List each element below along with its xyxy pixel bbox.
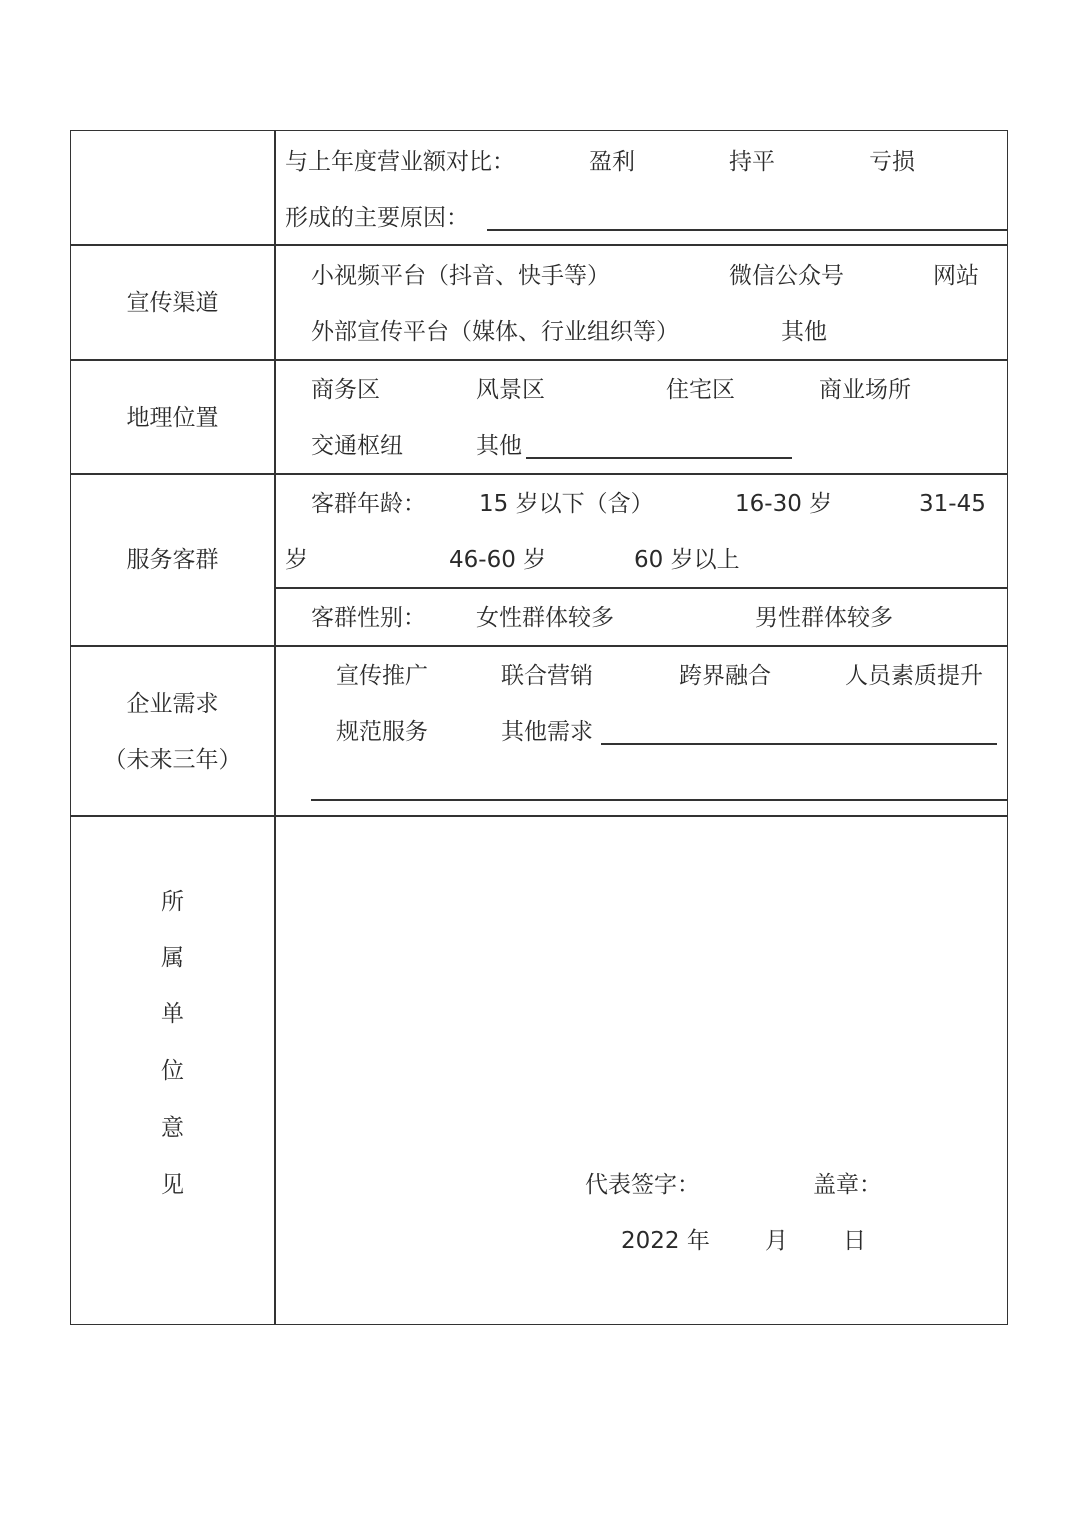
age-option-31-45-suffix: 岁 <box>285 547 308 573</box>
unit-opinion-char-6: 见 <box>161 1172 184 1198</box>
date-day: 日 <box>843 1228 866 1254</box>
option-external-platform[interactable]: 外部宣传平台（媒体、行业组织等） <box>311 319 679 345</box>
option-business-district[interactable]: 商务区 <box>311 377 380 403</box>
row4-inner-divider <box>274 587 1007 589</box>
gender-option-female[interactable]: 女性群体较多 <box>476 605 614 631</box>
age-option-31-45[interactable]: 31-45 <box>919 491 986 517</box>
enterprise-needs-label: 企业需求 <box>126 691 219 717</box>
need-option-joint-marketing[interactable]: 联合营销 <box>501 663 593 689</box>
customer-group-label: 服务客群 <box>126 547 219 573</box>
need-option-standard-service[interactable]: 规范服务 <box>336 719 428 745</box>
need-option-crossover[interactable]: 跨界融合 <box>679 663 771 689</box>
reason-fill-line[interactable] <box>487 229 1007 231</box>
promotion-channel-label: 宣传渠道 <box>126 290 219 316</box>
option-commercial[interactable]: 商业场所 <box>819 377 911 403</box>
need-option-other[interactable]: 其他需求 <box>501 719 593 745</box>
revenue-compare-label: 与上年度营业额对比： <box>285 149 515 175</box>
row-divider-1 <box>71 244 1007 246</box>
need-option-promotion[interactable]: 宣传推广 <box>336 663 428 689</box>
unit-opinion-char-3: 单 <box>161 1001 184 1027</box>
option-website[interactable]: 网站 <box>933 263 979 289</box>
unit-opinion-char-5: 意 <box>161 1115 184 1141</box>
option-scenic-area[interactable]: 风景区 <box>476 377 545 403</box>
date-year: 2022 年 <box>621 1228 710 1254</box>
option-wechat[interactable]: 微信公众号 <box>729 263 844 289</box>
gender-label: 客群性别： <box>311 605 426 631</box>
option-channel-other[interactable]: 其他 <box>781 319 827 345</box>
location-label: 地理位置 <box>126 405 219 431</box>
option-profit[interactable]: 盈利 <box>589 149 635 175</box>
stamp-label: 盖章： <box>813 1172 882 1198</box>
reason-label: 形成的主要原因： <box>285 205 469 231</box>
option-transport-hub[interactable]: 交通枢纽 <box>311 433 403 459</box>
other-needs-fill-line[interactable] <box>601 743 997 745</box>
age-label: 客群年龄： <box>311 491 426 517</box>
enterprise-needs-sublabel: （未来三年） <box>103 747 242 773</box>
row-divider-4 <box>71 645 1007 647</box>
unit-opinion-char-1: 所 <box>161 889 184 915</box>
row-divider-3 <box>71 473 1007 475</box>
other-needs-fill-line-2[interactable] <box>311 799 1007 801</box>
option-location-other[interactable]: 其他 <box>476 433 522 459</box>
signature-label: 代表签字： <box>585 1172 700 1198</box>
age-option-46-60[interactable]: 46-60 岁 <box>449 547 547 573</box>
survey-form-table <box>70 130 1008 1325</box>
date-month: 月 <box>765 1228 788 1254</box>
option-residential[interactable]: 住宅区 <box>666 377 735 403</box>
age-option-over-60[interactable]: 60 岁以上 <box>634 547 740 573</box>
unit-opinion-char-2: 属 <box>161 945 184 971</box>
opinion-input-area[interactable] <box>275 817 1007 1197</box>
option-loss[interactable]: 亏损 <box>869 149 915 175</box>
option-short-video[interactable]: 小视频平台（抖音、快手等） <box>311 263 610 289</box>
gender-option-male[interactable]: 男性群体较多 <box>755 605 893 631</box>
age-option-16-30[interactable]: 16-30 岁 <box>735 491 833 517</box>
option-flat[interactable]: 持平 <box>729 149 775 175</box>
row-divider-2 <box>71 359 1007 361</box>
need-option-staff-quality[interactable]: 人员素质提升 <box>845 663 983 689</box>
location-other-fill-line[interactable] <box>526 457 792 459</box>
unit-opinion-char-4: 位 <box>161 1058 184 1084</box>
age-option-under-15[interactable]: 15 岁以下（含） <box>479 491 654 517</box>
